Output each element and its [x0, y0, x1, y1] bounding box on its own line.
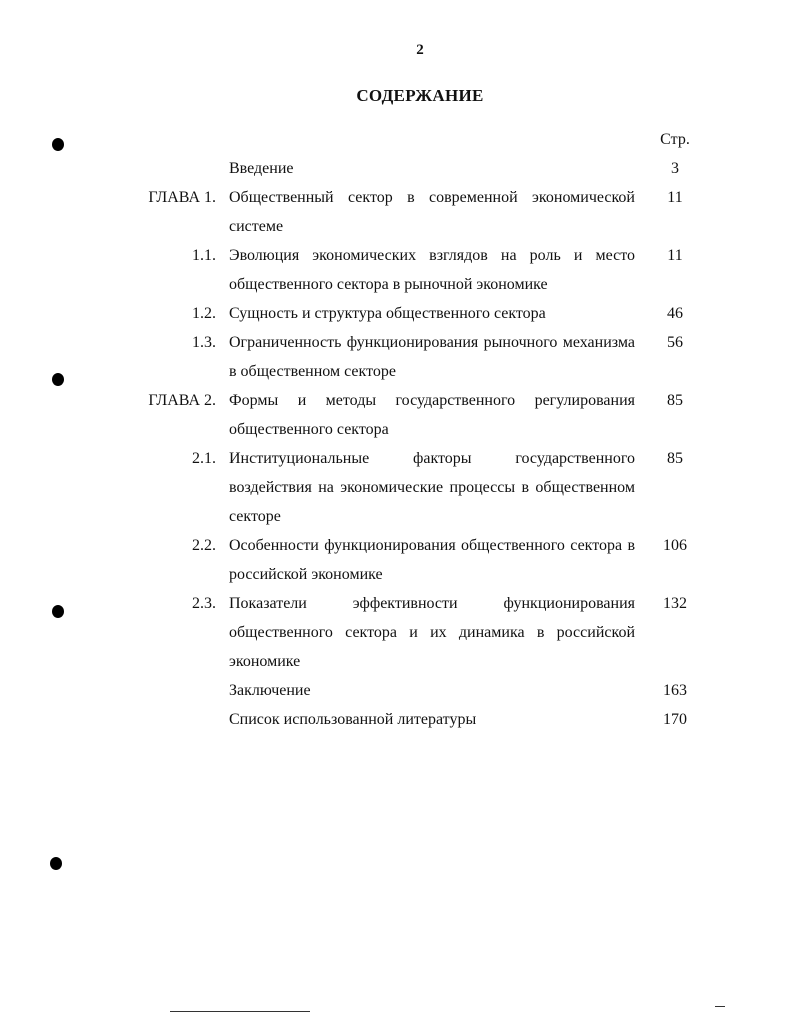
toc-entry-section-2-1 — [0, 444, 794, 531]
scan-artifact-line — [170, 1011, 310, 1012]
toc-entry-number: 1.3. — [192, 334, 216, 351]
toc-entry-number: 1.1. — [192, 247, 216, 264]
toc-entry-number: 1.2. — [192, 305, 216, 322]
toc-entry-chapter-2 — [0, 386, 794, 444]
toc-entry-title: Введение — [229, 160, 294, 177]
punch-hole-mark — [50, 857, 62, 870]
toc-entry-number: 2.3. — [192, 595, 216, 612]
toc-entry-title: Ограниченность функционирования рыночного механизма в общественном секторе — [229, 334, 635, 380]
toc-entry-title: Эволюция экономических взглядов на роль и место общественного сектора в рыночной экономике — [229, 247, 635, 293]
toc-entry-page: 11 — [667, 247, 683, 264]
toc-entry-page: 163 — [663, 682, 687, 699]
toc-entry-page: 46 — [667, 305, 683, 322]
toc-entry-number: 2.2. — [192, 537, 216, 554]
punch-hole-mark — [52, 605, 64, 618]
page-column-header: Стр. — [660, 131, 690, 148]
toc-entry-title: Сущность и структура общественного сектора — [229, 305, 546, 322]
toc-entry-page: 85 — [667, 450, 683, 467]
toc-entry-title: Формы и методы государственного регулирования общественного сектора — [229, 392, 635, 438]
page-title: СОДЕРЖАНИЕ — [356, 86, 484, 105]
toc-entry-page: 170 — [663, 711, 687, 728]
toc-entry-title: Институциональные факторы государственного воздействия на экономические процессы в общественном секторе — [229, 450, 635, 525]
toc-entry-chapter-1 — [0, 183, 794, 241]
toc-entry-number: ГЛАВА 2. — [148, 392, 216, 409]
toc-entry-page: 85 — [667, 392, 683, 409]
toc-entry-page: 11 — [667, 189, 683, 206]
toc-entry-section-1-3 — [0, 328, 794, 386]
toc-entry-section-2-3 — [0, 589, 794, 676]
toc-entry-section-1-2 — [0, 299, 794, 328]
toc-entry-number: ГЛАВА 1. — [148, 189, 216, 206]
toc-entry-title: Показатели эффективности функционирования общественного сектора и их динамика в российской экономике — [229, 595, 635, 670]
toc-entry-title: Общественный сектор в современной экономической системе — [229, 189, 635, 235]
toc-entry-bibliography — [0, 705, 794, 734]
punch-hole-mark — [52, 373, 64, 386]
toc-entry-page: 3 — [671, 160, 679, 177]
scan-artifact-line — [715, 1006, 725, 1007]
page-number: 2 — [416, 42, 424, 58]
table-of-contents — [0, 154, 794, 734]
toc-entry-number: 2.1. — [192, 450, 216, 467]
toc-entry-title: Заключение — [229, 682, 311, 699]
toc-entry-section-2-2 — [0, 531, 794, 589]
toc-entry-title: Особенности функционирования общественного сектора в российской экономике — [229, 537, 635, 583]
toc-entry-title: Список использованной литературы — [229, 711, 477, 728]
toc-entry-page: 132 — [663, 595, 687, 612]
toc-entry-conclusion — [0, 676, 794, 705]
toc-entry-page: 106 — [663, 537, 687, 554]
toc-entry-page: 56 — [667, 334, 683, 351]
toc-entry-introduction — [0, 154, 794, 183]
toc-entry-section-1-1 — [0, 241, 794, 299]
punch-hole-mark — [52, 138, 64, 151]
